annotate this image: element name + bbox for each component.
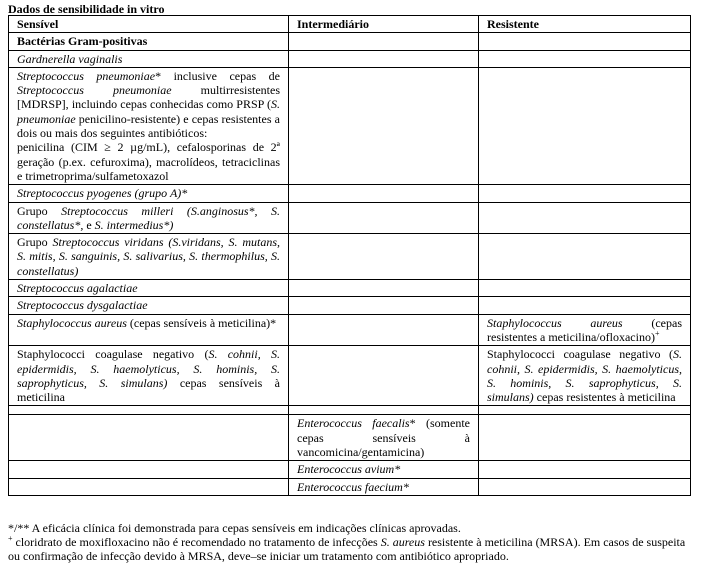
table-row bbox=[9, 185, 691, 202]
section-gram-positive: Bactérias Gram-positivas bbox=[9, 33, 289, 50]
cell-streptococcus-viridans: Grupo Streptococcus viridans (S.viridans, S. mutans, S. mitis, S. sanguinis, S. salivarius, S. thermophilus, S. constellatus) bbox=[9, 234, 289, 280]
table-row bbox=[9, 461, 691, 478]
cell-staphylococci-sensitive: Staphylococci coagulase negativo (S. cohnii, S. epidermidis, S. haemolyticus, S. hominis, S. saprophyticus, S. simulans) cepas sensíveis à meticilina bbox=[9, 346, 289, 406]
table-row bbox=[9, 67, 691, 184]
footnote-plus-mark: + bbox=[654, 328, 660, 338]
table-row bbox=[9, 234, 691, 280]
cell-enterococcus-faecalis: Enterococcus faecalis* (somente cepas sensíveis à vancomicina/gentamicina) bbox=[289, 415, 479, 461]
cell-streptococcus-milleri: Grupo Streptococcus milleri (S.anginosus*, S. constellatus*, e S. intermedius*) bbox=[9, 202, 289, 234]
cell-streptococcus-dysgalactiae: Streptococcus dysgalactiae bbox=[9, 297, 289, 314]
table-row bbox=[9, 297, 691, 314]
table-row bbox=[9, 415, 691, 461]
cell-enterococcus-avium: Enterococcus avium* bbox=[289, 461, 479, 478]
cell-staphylococci-resistant: Staphylococci coagulase negativo (S. cohnii, S. epidermidis, S. haemolyticus, S. hominis, S. saprophyticus, S. simulans) cepas resistentes à meticilina bbox=[479, 346, 691, 406]
table-row bbox=[9, 33, 691, 50]
cell-staphylococcus-aureus-resistant: Staphylococcus aureus (cepas resistentes a meticilina/ofloxacino)+ bbox=[479, 314, 691, 346]
table-row bbox=[9, 280, 691, 297]
cell-streptococcus-pneumoniae: Streptococcus pneumoniae* inclusive cepas de Streptococcus pneumoniae multirresistentes [MDRSP], incluindo cepas conhecidas como PRSP (S. pneumoniae penicilino-resistente) e cepas resistentes a dois ou mais dos seguintes antibióticos: penicilina (CIM ≥ 2 µg/mL), cefalosporinas de 2ª geração (p.ex. cefuroxima), macrolídeos, tetraciclinas e trimetroprima/sulfametoxazol bbox=[9, 67, 289, 184]
page-title: Dados de sensibilidade in vitro bbox=[8, 2, 165, 16]
header-resistant: Resistente bbox=[479, 16, 691, 33]
cell-streptococcus-agalactiae: Streptococcus agalactiae bbox=[9, 280, 289, 297]
table-row bbox=[9, 50, 691, 67]
header-sensitive: Sensível bbox=[9, 16, 289, 33]
table-header-row bbox=[9, 16, 691, 33]
table-row bbox=[9, 406, 691, 415]
table-row bbox=[9, 346, 691, 406]
table-row bbox=[9, 202, 691, 234]
cell-streptococcus-pyogenes: Streptococcus pyogenes (grupo A)* bbox=[9, 185, 289, 202]
table-row bbox=[9, 314, 691, 346]
footnote-efficacy: */** A eficácia clínica foi demonstrada para cepas sensíveis em indicações clínicas aprovadas. bbox=[8, 521, 461, 535]
footnote-mrsa: + cloridrato de moxifloxacino não é recomendado no tratamento de infecções S. aureus resistente à meticilina (MRSA). Em casos de suspeita ou confirmação de infecção devido à MRSA, deve–se iniciar um tratamento com antibiótico apropriado. bbox=[8, 534, 686, 563]
header-intermediate: Intermediário bbox=[289, 16, 479, 33]
cell-enterococcus-faecium: Enterococcus faecium* bbox=[289, 478, 479, 495]
cell-gardnerella: Gardnerella vaginalis bbox=[9, 50, 289, 67]
cell-staphylococcus-aureus-sensitive: Staphylococcus aureus (cepas sensíveis à meticilina)* bbox=[9, 314, 289, 346]
table-row bbox=[9, 478, 691, 495]
sensitivity-table bbox=[8, 15, 691, 496]
